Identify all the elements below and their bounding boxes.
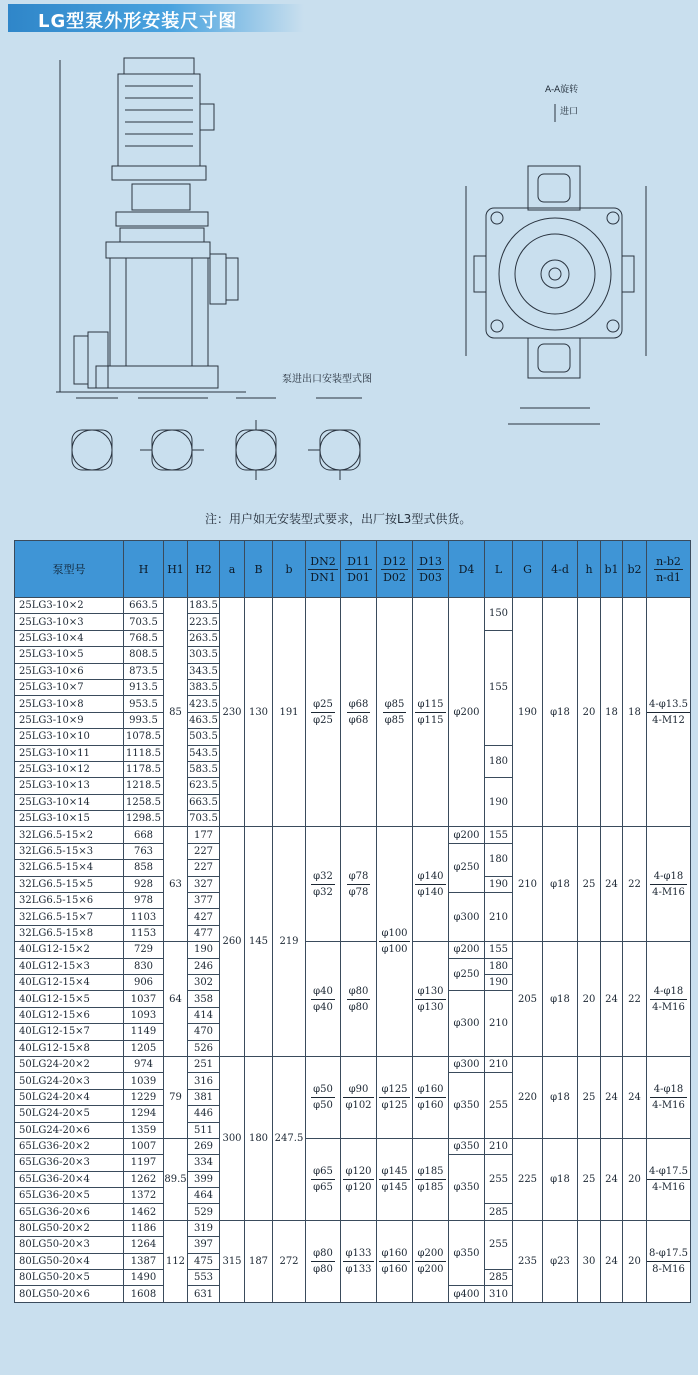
cell-D13: $\frac{\varphi 185}{\varphi 185}$ — [413, 1138, 449, 1220]
cell-H2: 358 — [188, 991, 220, 1007]
cell-model: 25LG3-10×7 — [15, 679, 124, 695]
cell-D4: φ200 — [449, 827, 485, 843]
header-DN: $\frac{DN2}{DN1}$ — [306, 541, 341, 598]
cell-L: 255 — [485, 1220, 513, 1269]
cell-H: 1149 — [124, 1024, 164, 1040]
cell-L: 255 — [485, 1073, 513, 1139]
cell-H: 873.5 — [124, 663, 164, 679]
cell-H: 703.5 — [124, 614, 164, 630]
cell-DN: $\frac{\varphi 80}{\varphi 80}$ — [306, 1220, 341, 1302]
cell-H2: 263.5 — [188, 630, 220, 646]
cell-b1: 18 — [601, 598, 623, 827]
cell-H2: 381 — [188, 1089, 220, 1105]
cell-L: 190 — [485, 974, 513, 990]
cell-b2: 24 — [623, 1056, 647, 1138]
cell-H: 668 — [124, 827, 164, 843]
cell-model: 25LG3-10×13 — [15, 778, 124, 794]
cell-DN: $\frac{\varphi 25}{\varphi 25}$ — [306, 598, 341, 827]
cell-model: 25LG3-10×14 — [15, 794, 124, 810]
header-b: b — [273, 541, 306, 598]
mount-caption: 泵进出口安装型式图 — [282, 374, 372, 385]
cell-D4: φ400 — [449, 1286, 485, 1302]
cell-D13: $\frac{\varphi 200}{\varphi 200}$ — [413, 1220, 449, 1302]
cell-D12: $\frac{\varphi 125}{\varphi 125}$ — [377, 1056, 413, 1138]
cell-H: 1608 — [124, 1286, 164, 1302]
cell-H: 763 — [124, 843, 164, 859]
header-4d: 4-d — [543, 541, 578, 598]
section-view — [466, 104, 646, 424]
cell-H: 1298.5 — [124, 811, 164, 827]
cell-H: 1218.5 — [124, 778, 164, 794]
cell-model: 32LG6.5-15×8 — [15, 925, 124, 941]
cell-model: 32LG6.5-15×6 — [15, 893, 124, 909]
cell-model: 80LG50-20×2 — [15, 1220, 124, 1236]
cell-H: 1153 — [124, 925, 164, 941]
cell-D13: $\frac{\varphi 160}{\varphi 160}$ — [413, 1056, 449, 1138]
cell-H: 858 — [124, 860, 164, 876]
cell-L: 155 — [485, 630, 513, 745]
cell-model: 40LG12-15×6 — [15, 1007, 124, 1023]
cell-b: 219 — [273, 827, 306, 1056]
header-a: a — [220, 541, 245, 598]
cell-H: 906 — [124, 974, 164, 990]
cell-model: 25LG3-10×12 — [15, 761, 124, 777]
cell-L: 190 — [485, 778, 513, 827]
header-b1: b1 — [601, 541, 623, 598]
cell-L: 180 — [485, 745, 513, 778]
cell-model: 40LG12-15×4 — [15, 974, 124, 990]
table-row — [15, 942, 691, 958]
cell-DN: $\frac{\varphi 40}{\varphi 40}$ — [306, 942, 341, 1057]
cell-L: 310 — [485, 1286, 513, 1302]
cell-4d: φ18 — [543, 598, 578, 827]
page-title: LG型泵外形安装尺寸图 — [38, 11, 238, 32]
cell-L: 285 — [485, 1204, 513, 1220]
cell-model: 25LG3-10×10 — [15, 729, 124, 745]
cell-model: 40LG12-15×7 — [15, 1024, 124, 1040]
cell-H1: 63 — [164, 827, 188, 942]
cell-model: 50LG24-20×2 — [15, 1056, 124, 1072]
cell-model: 50LG24-20×4 — [15, 1089, 124, 1105]
cell-nb: $\frac{4-\varphi 17.5}{4-M16}$ — [647, 1138, 691, 1220]
cell-H2: 319 — [188, 1220, 220, 1236]
cell-H2: 427 — [188, 909, 220, 925]
cell-L: 210 — [485, 893, 513, 942]
cell-H: 913.5 — [124, 679, 164, 695]
cell-H: 1490 — [124, 1270, 164, 1286]
cell-D4: φ350 — [449, 1138, 485, 1154]
cell-H1: 64 — [164, 942, 188, 1057]
cell-model: 50LG24-20×3 — [15, 1073, 124, 1089]
cell-H: 1264 — [124, 1237, 164, 1253]
cell-H2: 327 — [188, 876, 220, 892]
cell-H: 978 — [124, 893, 164, 909]
cell-H: 1462 — [124, 1204, 164, 1220]
cell-model: 40LG12-15×8 — [15, 1040, 124, 1056]
delivery-note: 注：用户如无安装型式要求，出厂按L3型式供货。 — [205, 512, 472, 526]
cell-D1: $\frac{\varphi 133}{\varphi 133}$ — [341, 1220, 377, 1302]
cell-H2: 399 — [188, 1171, 220, 1187]
cell-b2: 22 — [623, 942, 647, 1057]
header-L: L — [485, 541, 513, 598]
cell-model: 65LG36-20×4 — [15, 1171, 124, 1187]
cell-DN: $\frac{\varphi 50}{\varphi 50}$ — [306, 1056, 341, 1138]
cell-a: 315 — [220, 1220, 245, 1302]
cell-model: 32LG6.5-15×5 — [15, 876, 124, 892]
cell-L: 210 — [485, 1056, 513, 1072]
cell-H2: 227 — [188, 860, 220, 876]
cell-H2: 470 — [188, 1024, 220, 1040]
cell-G: 210 — [513, 827, 543, 942]
cell-H: 808.5 — [124, 647, 164, 663]
cell-L: 180 — [485, 958, 513, 974]
cell-model: 80LG50-20×4 — [15, 1253, 124, 1269]
cell-L: 210 — [485, 991, 513, 1057]
table-row — [15, 1220, 691, 1236]
cell-b2: 20 — [623, 1138, 647, 1220]
cell-H: 830 — [124, 958, 164, 974]
cell-H: 1186 — [124, 1220, 164, 1236]
cell-model: 50LG24-20×5 — [15, 1106, 124, 1122]
cell-H2: 397 — [188, 1237, 220, 1253]
cell-model: 65LG36-20×2 — [15, 1138, 124, 1154]
cell-H: 974 — [124, 1056, 164, 1072]
cell-H2: 414 — [188, 1007, 220, 1023]
cell-L: 155 — [485, 942, 513, 958]
header-D4: D4 — [449, 541, 485, 598]
cell-H: 1118.5 — [124, 745, 164, 761]
cell-4d: φ18 — [543, 1138, 578, 1220]
cell-b2: 20 — [623, 1220, 647, 1302]
table-row — [15, 598, 691, 614]
cell-H2: 190 — [188, 942, 220, 958]
cell-H: 1093 — [124, 1007, 164, 1023]
cell-DN: $\frac{\varphi 65}{\varphi 65}$ — [306, 1138, 341, 1220]
cell-h: 25 — [578, 1138, 601, 1220]
header-H2: H2 — [188, 541, 220, 598]
header-B: B — [245, 541, 273, 598]
cell-H: 1359 — [124, 1122, 164, 1138]
cell-H: 663.5 — [124, 598, 164, 614]
mount-variants — [72, 420, 360, 480]
cell-b1: 24 — [601, 827, 623, 942]
cell-4d: φ18 — [543, 1056, 578, 1138]
header-b2: b2 — [623, 541, 647, 598]
cell-H: 729 — [124, 942, 164, 958]
cell-model: 40LG12-15×2 — [15, 942, 124, 958]
cell-H2: 703.5 — [188, 811, 220, 827]
cell-B: 187 — [245, 1220, 273, 1302]
cell-G: 220 — [513, 1056, 543, 1138]
cell-L: 180 — [485, 843, 513, 876]
cell-D4: φ350 — [449, 1155, 485, 1221]
cell-D12: $\frac{\varphi 85}{\varphi 85}$ — [377, 598, 413, 827]
header-model: 泵型号 — [15, 541, 124, 598]
cell-b: 191 — [273, 598, 306, 827]
cell-b: 247.5 — [273, 1056, 306, 1220]
cell-H: 768.5 — [124, 630, 164, 646]
cell-model: 25LG3-10×9 — [15, 712, 124, 728]
pump-motor — [56, 58, 362, 398]
cell-H2: 423.5 — [188, 696, 220, 712]
cell-h: 25 — [578, 827, 601, 942]
cell-H2: 529 — [188, 1204, 220, 1220]
cell-model: 25LG3-10×2 — [15, 598, 124, 614]
header-D1: $\frac{D11}{D01}$ — [341, 541, 377, 598]
cell-H: 1078.5 — [124, 729, 164, 745]
inlet-label: 进口 — [560, 107, 579, 117]
cell-model: 65LG36-20×3 — [15, 1155, 124, 1171]
cell-G: 225 — [513, 1138, 543, 1220]
cell-model: 25LG3-10×6 — [15, 663, 124, 679]
cell-nb: $\frac{4-\varphi 13.5}{4-M12}$ — [647, 598, 691, 827]
cell-model: 32LG6.5-15×4 — [15, 860, 124, 876]
section-label: A-A旋转 — [545, 85, 579, 95]
table-row — [15, 827, 691, 843]
cell-DN: $\frac{\varphi 32}{\varphi 32}$ — [306, 827, 341, 942]
cell-4d: φ23 — [543, 1220, 578, 1302]
cell-D1: $\frac{\varphi 120}{\varphi 120}$ — [341, 1138, 377, 1220]
cell-H2: 463.5 — [188, 712, 220, 728]
cell-h: 20 — [578, 942, 601, 1057]
cell-H2: 302 — [188, 974, 220, 990]
cell-B: 130 — [245, 598, 273, 827]
cell-nb: $\frac{4-\varphi 18}{4-M16}$ — [647, 827, 691, 942]
header-D12: $\frac{D12}{D02}$ — [377, 541, 413, 598]
cell-B: 180 — [245, 1056, 273, 1220]
cell-H2: 227 — [188, 843, 220, 859]
cell-nb: $\frac{8-\varphi 17.5}{8-M16}$ — [647, 1220, 691, 1302]
cell-G: 235 — [513, 1220, 543, 1302]
cell-L: 210 — [485, 1138, 513, 1154]
cell-b1: 24 — [601, 1056, 623, 1138]
cell-H2: 464 — [188, 1188, 220, 1204]
cell-D4: φ250 — [449, 958, 485, 991]
cell-H2: 334 — [188, 1155, 220, 1171]
cell-model: 80LG50-20×3 — [15, 1237, 124, 1253]
cell-b2: 18 — [623, 598, 647, 827]
cell-H: 1103 — [124, 909, 164, 925]
cell-H: 993.5 — [124, 712, 164, 728]
cell-D1: $\frac{\varphi 68}{\varphi 68}$ — [341, 598, 377, 827]
cell-G: 190 — [513, 598, 543, 827]
cell-nb: $\frac{4-\varphi 18}{4-M16}$ — [647, 1056, 691, 1138]
cell-H: 1178.5 — [124, 761, 164, 777]
cell-H: 1387 — [124, 1253, 164, 1269]
cell-b2: 22 — [623, 827, 647, 942]
cell-D1: $\frac{\varphi 90}{\varphi 102}$ — [341, 1056, 377, 1138]
cell-D13: $\frac{\varphi 130}{\varphi 130}$ — [413, 942, 449, 1057]
cell-H: 1205 — [124, 1040, 164, 1056]
cell-L: 285 — [485, 1270, 513, 1286]
cell-H2: 526 — [188, 1040, 220, 1056]
header-D13: $\frac{D13}{D03}$ — [413, 541, 449, 598]
cell-H: 953.5 — [124, 696, 164, 712]
cell-nb: $\frac{4-\varphi 18}{4-M16}$ — [647, 942, 691, 1057]
cell-H2: 446 — [188, 1106, 220, 1122]
cell-model: 50LG24-20×6 — [15, 1122, 124, 1138]
cell-model: 40LG12-15×3 — [15, 958, 124, 974]
cell-H2: 511 — [188, 1122, 220, 1138]
cell-model: 25LG3-10×11 — [15, 745, 124, 761]
cell-model: 65LG36-20×6 — [15, 1204, 124, 1220]
cell-H2: 477 — [188, 925, 220, 941]
cell-L: 150 — [485, 598, 513, 631]
cell-D4: φ350 — [449, 1073, 485, 1139]
cell-D1: $\frac{\varphi 78}{\varphi 78}$ — [341, 827, 377, 942]
installation-drawing — [0, 36, 698, 526]
cell-H2: 316 — [188, 1073, 220, 1089]
cell-H2: 377 — [188, 893, 220, 909]
cell-D1: $\frac{\varphi 80}{\varphi 80}$ — [341, 942, 377, 1057]
cell-H2: 183.5 — [188, 598, 220, 614]
cell-H2: 583.5 — [188, 761, 220, 777]
cell-h: 25 — [578, 1056, 601, 1138]
header-nb: $\frac{n-b2}{n-d1}$ — [647, 541, 691, 598]
cell-model: 25LG3-10×15 — [15, 811, 124, 827]
cell-H: 1039 — [124, 1073, 164, 1089]
cell-H2: 543.5 — [188, 745, 220, 761]
cell-h: 30 — [578, 1220, 601, 1302]
cell-D4: φ200 — [449, 942, 485, 958]
header-h: h — [578, 541, 601, 598]
cell-H1: 89.5 — [164, 1138, 188, 1220]
cell-H2: 269 — [188, 1138, 220, 1154]
cell-B: 145 — [245, 827, 273, 1056]
table-row — [15, 1138, 691, 1154]
cell-H: 1294 — [124, 1106, 164, 1122]
cell-H2: 475 — [188, 1253, 220, 1269]
cell-D4: φ300 — [449, 991, 485, 1057]
cell-D13: $\frac{\varphi 115}{\varphi 115}$ — [413, 598, 449, 827]
header-H: H — [124, 541, 164, 598]
cell-H2: 251 — [188, 1056, 220, 1072]
cell-G: 205 — [513, 942, 543, 1057]
cell-H2: 177 — [188, 827, 220, 843]
cell-h: 20 — [578, 598, 601, 827]
cell-H: 1258.5 — [124, 794, 164, 810]
cell-D4: φ200 — [449, 598, 485, 827]
cell-b1: 24 — [601, 1138, 623, 1220]
cell-b: 272 — [273, 1220, 306, 1302]
title-banner — [8, 4, 304, 32]
cell-model: 32LG6.5-15×2 — [15, 827, 124, 843]
table-row — [15, 1056, 691, 1072]
cell-H1: 79 — [164, 1056, 188, 1138]
cell-H2: 246 — [188, 958, 220, 974]
cell-H: 928 — [124, 876, 164, 892]
cell-H: 1007 — [124, 1138, 164, 1154]
cell-H: 1197 — [124, 1155, 164, 1171]
cell-model: 25LG3-10×3 — [15, 614, 124, 630]
cell-4d: φ18 — [543, 942, 578, 1057]
cell-H2: 631 — [188, 1286, 220, 1302]
cell-H2: 553 — [188, 1270, 220, 1286]
cell-H: 1262 — [124, 1171, 164, 1187]
cell-a: 260 — [220, 827, 245, 1056]
dimension-table — [14, 540, 691, 1303]
cell-H: 1037 — [124, 991, 164, 1007]
cell-model: 32LG6.5-15×7 — [15, 909, 124, 925]
cell-model: 25LG3-10×8 — [15, 696, 124, 712]
cell-b1: 24 — [601, 942, 623, 1057]
cell-H2: 223.5 — [188, 614, 220, 630]
cell-H: 1372 — [124, 1188, 164, 1204]
cell-D4: φ300 — [449, 1056, 485, 1072]
cell-b1: 24 — [601, 1220, 623, 1302]
cell-H: 1229 — [124, 1089, 164, 1105]
cell-4d: φ18 — [543, 827, 578, 942]
cell-model: 65LG36-20×5 — [15, 1188, 124, 1204]
cell-H2: 503.5 — [188, 729, 220, 745]
cell-L: 255 — [485, 1155, 513, 1204]
cell-model: 32LG6.5-15×3 — [15, 843, 124, 859]
cell-D12: $\frac{\varphi 100}{\varphi 100}$ — [377, 827, 413, 1056]
cell-D4: φ300 — [449, 893, 485, 942]
cell-D4: φ350 — [449, 1220, 485, 1286]
header-G: G — [513, 541, 543, 598]
cell-L: 155 — [485, 827, 513, 843]
cell-H2: 383.5 — [188, 679, 220, 695]
cell-model: 40LG12-15×5 — [15, 991, 124, 1007]
cell-H1: 85 — [164, 598, 188, 827]
cell-H2: 623.5 — [188, 778, 220, 794]
cell-a: 230 — [220, 598, 245, 827]
header-H1: H1 — [164, 541, 188, 598]
cell-a: 300 — [220, 1056, 245, 1220]
cell-H2: 663.5 — [188, 794, 220, 810]
table-body — [15, 598, 691, 1303]
cell-model: 80LG50-20×6 — [15, 1286, 124, 1302]
cell-D4: φ250 — [449, 843, 485, 892]
cell-H1: 112 — [164, 1220, 188, 1302]
cell-D12: $\frac{\varphi 160}{\varphi 160}$ — [377, 1220, 413, 1302]
cell-H2: 303.5 — [188, 647, 220, 663]
cell-D13: $\frac{\varphi 140}{\varphi 140}$ — [413, 827, 449, 942]
cell-H2: 343.5 — [188, 663, 220, 679]
cell-model: 80LG50-20×5 — [15, 1270, 124, 1286]
cell-L: 190 — [485, 876, 513, 892]
cell-D12: $\frac{\varphi 145}{\varphi 145}$ — [377, 1138, 413, 1220]
cell-model: 25LG3-10×4 — [15, 630, 124, 646]
cell-model: 25LG3-10×5 — [15, 647, 124, 663]
